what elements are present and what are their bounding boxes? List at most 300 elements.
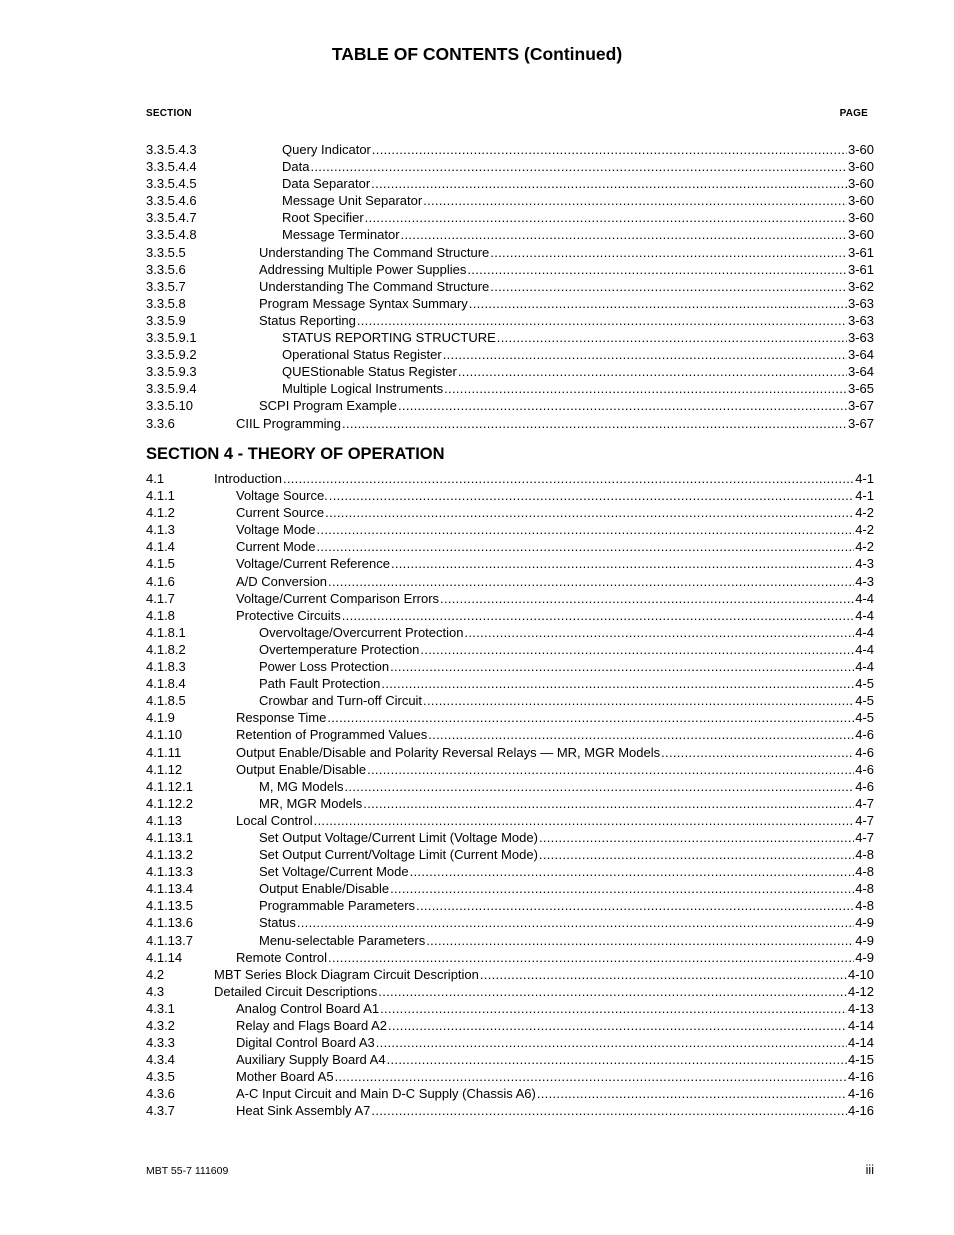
toc-entry-text — [282, 141, 874, 158]
toc-entry-text — [236, 1017, 874, 1034]
toc-entry-number: 4.3.5 — [146, 1069, 175, 1085]
toc-entry-text — [236, 709, 874, 726]
toc-entry[interactable] — [146, 244, 874, 261]
toc-entry-title: Output Enable/Disable — [236, 761, 367, 777]
dot-leader — [342, 415, 847, 432]
toc-entry[interactable] — [146, 1000, 874, 1017]
toc-entry-number: 4.1.10 — [146, 727, 183, 743]
toc-entry-number: 3.3.5.4.3 — [146, 142, 197, 157]
dot-leader — [398, 397, 847, 414]
dot-leader — [363, 795, 854, 812]
toc-entry[interactable] — [146, 778, 874, 795]
toc-entry[interactable] — [146, 1034, 874, 1051]
toc-entry-page: 4-4 — [855, 641, 874, 657]
toc-entry-page: 3-61 — [847, 261, 874, 277]
toc-entry-page: 4-6 — [855, 744, 874, 760]
toc-entry-text — [236, 1034, 874, 1051]
toc-entry[interactable] — [146, 846, 874, 863]
dot-leader — [380, 1000, 847, 1017]
toc-entry-number: 3.3.5.10 — [146, 398, 193, 414]
toc-list-section-4 — [146, 470, 874, 1120]
dot-leader — [420, 641, 854, 658]
toc-entry[interactable] — [146, 226, 874, 243]
dot-leader — [390, 880, 854, 897]
toc-entry[interactable] — [146, 380, 874, 397]
toc-entry-title: Voltage Source. — [236, 488, 328, 504]
toc-entry[interactable] — [146, 363, 874, 380]
dot-leader — [428, 726, 854, 743]
toc-entry-text — [214, 966, 874, 983]
toc-entry-number: 3.3.5.4.6 — [146, 193, 197, 209]
toc-entry-page: 4-9 — [855, 949, 874, 965]
toc-entry-page: 4-9 — [855, 932, 874, 948]
toc-entry-number: 3.3.5.9.3 — [146, 364, 197, 380]
toc-entry[interactable] — [146, 175, 874, 192]
dot-leader — [390, 658, 854, 675]
toc-entry-text — [236, 949, 874, 966]
toc-entry-number: 4.1.9 — [146, 710, 175, 726]
toc-entry-title: Query Indicator — [282, 142, 371, 157]
toc-entry-number: 4.1.6 — [146, 573, 175, 589]
toc-entry-text — [282, 346, 874, 363]
toc-entry-title: Status Reporting — [259, 312, 356, 328]
toc-entry[interactable] — [146, 709, 874, 726]
toc-entry-title: M, MG Models — [259, 778, 344, 794]
toc-entry-text — [282, 175, 874, 192]
toc-entry[interactable] — [146, 880, 874, 897]
toc-entry[interactable] — [146, 573, 874, 590]
toc-entry[interactable] — [146, 1068, 874, 1085]
toc-entry-title: Program Message Syntax Summary — [259, 295, 468, 311]
toc-entry-page: 4-8 — [855, 898, 874, 914]
toc-entry-number: 3.3.5.9 — [146, 312, 186, 328]
toc-entry-title: Detailed Circuit Descriptions — [214, 983, 378, 999]
toc-entry[interactable] — [146, 1102, 874, 1119]
dot-leader — [328, 573, 854, 590]
toc-entry-text — [236, 607, 874, 624]
toc-entry[interactable] — [146, 397, 874, 414]
toc-entry-number: 4.3.7 — [146, 1103, 175, 1119]
toc-entry-number: 4.1.8.2 — [146, 641, 186, 657]
toc-entry-number: 4.1.13.7 — [146, 932, 193, 948]
toc-entry-text — [259, 795, 874, 812]
toc-entry-text — [236, 1000, 874, 1017]
toc-entry-page: 4-5 — [855, 693, 874, 709]
toc-entry-title: SCPI Program Example — [259, 398, 397, 414]
dot-leader — [367, 761, 854, 778]
toc-entry-text — [259, 397, 874, 414]
toc-entry-page: 4-2 — [855, 505, 874, 521]
toc-entry[interactable] — [146, 761, 874, 778]
toc-entry-title: Heat Sink Assembly A7 — [236, 1103, 371, 1119]
toc-entry-title: Introduction — [214, 471, 282, 486]
toc-entry-number: 4.3.4 — [146, 1052, 175, 1068]
toc-entry[interactable] — [146, 829, 874, 846]
toc-entry-page: 3-64 — [847, 364, 874, 380]
toc-entry[interactable] — [146, 312, 874, 329]
toc-entry[interactable] — [146, 658, 874, 675]
toc-entry-page: 3-63 — [847, 295, 874, 311]
dot-leader — [388, 1017, 847, 1034]
dot-leader — [458, 363, 847, 380]
toc-entry-title: Remote Control — [236, 949, 328, 965]
dot-leader — [416, 897, 854, 914]
toc-entry-title: Multiple Logical Instruments — [282, 381, 444, 397]
dot-leader — [440, 590, 854, 607]
toc-entry-number: 4.1 — [146, 471, 165, 486]
dot-leader — [325, 504, 854, 521]
toc-entry-title: Power Loss Protection — [259, 659, 390, 675]
dot-leader — [387, 1051, 847, 1068]
toc-entry-title: STATUS REPORTING STRUCTURE — [282, 330, 496, 346]
toc-entry[interactable] — [146, 487, 874, 504]
dot-leader — [329, 487, 854, 504]
toc-entry-text — [259, 658, 874, 675]
dot-leader — [490, 278, 847, 295]
dot-leader — [391, 555, 854, 572]
toc-entry-text — [236, 761, 874, 778]
toc-entry-page: 4-2 — [855, 522, 874, 538]
toc-entry-text — [259, 880, 874, 897]
toc-entry[interactable] — [146, 192, 874, 209]
toc-entry[interactable] — [146, 966, 874, 983]
toc-entry-page: 4-6 — [855, 727, 874, 743]
toc-entry-text — [259, 692, 874, 709]
toc-entry[interactable] — [146, 141, 874, 158]
toc-entry-title: Programmable Parameters — [259, 898, 416, 914]
toc-entry-page: 3-60 — [847, 176, 874, 192]
toc-entry[interactable] — [146, 863, 874, 880]
dot-leader — [443, 346, 847, 363]
toc-entry[interactable] — [146, 744, 874, 761]
toc-entry-number: 4.1.12 — [146, 761, 183, 777]
toc-entry-page: 3-67 — [847, 398, 874, 414]
dot-leader — [345, 778, 855, 795]
toc-entry-text — [236, 555, 874, 572]
toc-entry-title: Overtemperature Protection — [259, 641, 420, 657]
toc-entry-title: Message Unit Separator — [282, 193, 423, 209]
toc-entry-number: 4.1.3 — [146, 522, 175, 538]
toc-entry-page: 4-8 — [855, 864, 874, 880]
toc-entry-page: 4-14 — [847, 1035, 874, 1051]
toc-entry-page: 3-61 — [847, 244, 874, 260]
toc-entry-text — [259, 846, 874, 863]
toc-entry-text — [282, 380, 874, 397]
toc-entry-title: Data — [282, 159, 310, 175]
toc-entry[interactable] — [146, 949, 874, 966]
toc-entry[interactable] — [146, 504, 874, 521]
toc-entry-page: 3-60 — [847, 227, 874, 243]
toc-entry[interactable] — [146, 1017, 874, 1034]
dot-leader — [426, 932, 854, 949]
toc-entry-number: 3.3.5.4.5 — [146, 176, 197, 192]
toc-entry-number: 4.1.8.5 — [146, 693, 186, 709]
toc-entry-text — [236, 590, 874, 607]
toc-entry-number: 4.1.13.2 — [146, 847, 193, 863]
toc-entry-title: Overvoltage/Overcurrent Protection — [259, 624, 464, 640]
dot-leader — [661, 744, 854, 761]
page-column-header: PAGE — [839, 108, 868, 119]
toc-entry-text — [259, 778, 874, 795]
toc-entry-page: 4-5 — [855, 710, 874, 726]
dot-leader — [314, 812, 855, 829]
toc-entry-title: QUEStionable Status Register — [282, 364, 457, 380]
toc-entry-number: 4.1.14 — [146, 949, 183, 965]
toc-entry-page: 3-62 — [847, 278, 874, 294]
toc-entry-text — [259, 897, 874, 914]
toc-entry[interactable] — [146, 278, 874, 295]
dot-leader — [310, 158, 847, 175]
toc-entry-text — [236, 1068, 874, 1085]
toc-entry-title: Output Enable/Disable and Polarity Reversal Relays — MR, MGR Models — [236, 744, 661, 760]
toc-entry-title: MR, MGR Models — [259, 795, 363, 811]
dot-leader — [335, 1068, 847, 1085]
toc-entry-page: 4-6 — [855, 778, 874, 794]
toc-entry-title: Crowbar and Turn-off Circuit — [259, 693, 423, 709]
dot-leader — [376, 1034, 847, 1051]
toc-entry-page: 4-7 — [855, 795, 874, 811]
toc-entry[interactable] — [146, 346, 874, 363]
section-4-heading: SECTION 4 - THEORY OF OPERATION — [146, 445, 445, 463]
document-id: MBT 55-7 111609 — [146, 1165, 229, 1177]
toc-entry-title: Mother Board A5 — [236, 1069, 334, 1085]
toc-entry-title: Local Control — [236, 812, 313, 828]
toc-entry[interactable] — [146, 932, 874, 949]
toc-entry[interactable] — [146, 983, 874, 1000]
toc-entry[interactable] — [146, 538, 874, 555]
toc-entry-title: Response Time — [236, 710, 327, 726]
toc-entry-number: 4.1.13.6 — [146, 915, 193, 931]
toc-entry[interactable] — [146, 607, 874, 624]
toc-entry-page: 4-15 — [847, 1052, 874, 1068]
dot-leader — [539, 846, 854, 863]
dot-leader — [283, 470, 854, 487]
toc-entry-page: 4-4 — [855, 624, 874, 640]
dot-leader — [490, 244, 847, 261]
toc-entry-number: 4.3 — [146, 983, 165, 999]
toc-entry-text — [282, 329, 874, 346]
toc-entry-page: 4-2 — [855, 539, 874, 555]
toc-entry-title: Voltage Mode — [236, 522, 316, 538]
toc-entry-page: 4-13 — [847, 1000, 874, 1016]
toc-entry[interactable] — [146, 329, 874, 346]
toc-entry-title: Set Output Voltage/Current Limit (Voltage Mode) — [259, 829, 538, 845]
toc-entry-text — [259, 914, 874, 931]
toc-entry-text — [259, 312, 874, 329]
toc-entry-page: 4-16 — [847, 1086, 874, 1102]
toc-entry[interactable] — [146, 692, 874, 709]
toc-entry-title: Addressing Multiple Power Supplies — [259, 261, 467, 277]
toc-entry[interactable] — [146, 415, 874, 432]
toc-entry-text — [236, 504, 874, 521]
toc-entry-number: 4.1.8.3 — [146, 659, 186, 675]
toc-entry-text — [259, 641, 874, 658]
toc-entry-title: Voltage/Current Reference — [236, 556, 390, 572]
toc-entry[interactable] — [146, 675, 874, 692]
dot-leader — [371, 1102, 847, 1119]
toc-entry-title: Path Fault Protection — [259, 676, 381, 692]
toc-entry-page: 3-60 — [847, 142, 874, 157]
toc-entry-text — [236, 1085, 874, 1102]
toc-entry-page: 4-16 — [847, 1103, 874, 1119]
toc-entry-page: 4-5 — [855, 676, 874, 692]
toc-entry-text — [236, 521, 874, 538]
toc-entry-number: 4.1.2 — [146, 505, 175, 521]
toc-entry-page: 3-60 — [847, 159, 874, 175]
toc-entry[interactable] — [146, 590, 874, 607]
toc-entry-text — [259, 624, 874, 641]
toc-entry[interactable] — [146, 624, 874, 641]
dot-leader — [444, 380, 847, 397]
toc-entry-text — [282, 192, 874, 209]
toc-entry-title: Auxiliary Supply Board A4 — [236, 1052, 386, 1068]
toc-entry-number: 3.3.5.9.2 — [146, 347, 197, 363]
toc-entry[interactable] — [146, 1085, 874, 1102]
toc-entry-page: 3-63 — [847, 312, 874, 328]
toc-entry-page: 4-1 — [855, 488, 874, 504]
toc-entry[interactable] — [146, 209, 874, 226]
toc-entry-page: 4-10 — [847, 966, 874, 982]
toc-entry-text — [236, 573, 874, 590]
dot-leader — [467, 261, 847, 278]
toc-entry-number: 4.1.5 — [146, 556, 175, 572]
toc-entry-number: 4.1.13.1 — [146, 829, 193, 845]
toc-entry-text — [282, 158, 874, 175]
dot-leader — [410, 863, 855, 880]
dot-leader — [316, 538, 854, 555]
toc-entry-text — [236, 726, 874, 743]
toc-entry-page: 4-4 — [855, 607, 874, 623]
toc-entry-number: 3.3.5.4.8 — [146, 227, 197, 243]
dot-leader — [480, 966, 847, 983]
dot-leader — [423, 192, 847, 209]
toc-entry-title: Output Enable/Disable — [259, 881, 390, 897]
toc-entry[interactable] — [146, 1051, 874, 1068]
toc-entry-page: 3-60 — [847, 210, 874, 226]
toc-entry-text — [259, 675, 874, 692]
toc-entry-number: 4.1.8.1 — [146, 624, 186, 640]
toc-entry-title: MBT Series Block Diagram Circuit Description — [214, 966, 479, 982]
toc-entry[interactable] — [146, 795, 874, 812]
toc-entry[interactable] — [146, 521, 874, 538]
dot-leader — [537, 1085, 847, 1102]
toc-entry-text — [236, 487, 874, 504]
toc-entry-page: 4-8 — [855, 847, 874, 863]
toc-entry-text — [236, 744, 874, 761]
dot-leader — [328, 949, 854, 966]
toc-entry[interactable] — [146, 261, 874, 278]
dot-leader — [464, 624, 854, 641]
toc-entry[interactable] — [146, 470, 874, 487]
toc-entry[interactable] — [146, 641, 874, 658]
toc-entry-text — [214, 983, 874, 1000]
toc-entry-title: Message Terminator — [282, 227, 400, 243]
toc-entry-page: 4-9 — [855, 915, 874, 931]
toc-entry-title: Current Mode — [236, 539, 316, 555]
toc-entry-page: 4-7 — [855, 829, 874, 845]
dot-leader — [401, 226, 847, 243]
toc-entry-page: 4-1 — [855, 471, 874, 486]
toc-entry-number: 4.1.12.1 — [146, 778, 193, 794]
section-column-header: SECTION — [146, 108, 192, 119]
toc-entry-title: Root Specifier — [282, 210, 364, 226]
dot-leader — [317, 521, 855, 538]
toc-entry[interactable] — [146, 295, 874, 312]
toc-entry-page: 4-3 — [855, 573, 874, 589]
toc-entry-text — [282, 226, 874, 243]
toc-entry-number: 4.1.8 — [146, 607, 175, 623]
toc-entry-number: 4.3.6 — [146, 1086, 175, 1102]
dot-leader — [371, 175, 847, 192]
dot-leader — [469, 295, 847, 312]
page-title: TABLE OF CONTENTS (Continued) — [331, 44, 623, 64]
toc-entry[interactable] — [146, 158, 874, 175]
toc-entry-page: 4-12 — [847, 983, 874, 999]
toc-entry-page: 4-8 — [855, 881, 874, 897]
toc-entry-number: 4.3.1 — [146, 1000, 175, 1016]
toc-entry-number: 4.1.13.5 — [146, 898, 193, 914]
toc-entry-text — [236, 1051, 874, 1068]
toc-entry-number: 3.3.5.9.1 — [146, 330, 197, 346]
toc-entry-title: A-C Input Circuit and Main D-C Supply (Chassis A6) — [236, 1086, 536, 1102]
toc-list-section-3 — [146, 141, 874, 432]
toc-entry-title: Relay and Flags Board A2 — [236, 1018, 388, 1033]
toc-entry-number: 3.3.5.9.4 — [146, 381, 197, 397]
toc-entry-text — [236, 538, 874, 555]
toc-entry-text — [259, 932, 874, 949]
toc-entry-text — [259, 863, 874, 880]
dot-leader — [497, 329, 847, 346]
toc-entry-page: 4-7 — [855, 812, 874, 828]
toc-entry[interactable] — [146, 897, 874, 914]
toc-entry-number: 4.1.11 — [146, 744, 182, 760]
toc-entry[interactable] — [146, 726, 874, 743]
toc-entry-text — [259, 261, 874, 278]
dot-leader — [342, 607, 854, 624]
toc-entry-title: Data Separator — [282, 176, 371, 192]
toc-entry-number: 3.3.5.7 — [146, 278, 186, 294]
dot-leader — [372, 141, 847, 158]
toc-entry[interactable] — [146, 555, 874, 572]
toc-entry-page: 3-60 — [847, 193, 874, 209]
toc-entry-page: 3-63 — [847, 330, 874, 346]
toc-entry-title: CIIL Programming — [236, 415, 341, 431]
toc-entry[interactable] — [146, 812, 874, 829]
toc-entry-number: 3.3.5.6 — [146, 261, 186, 277]
toc-entry-text — [259, 244, 874, 261]
toc-entry-text — [259, 829, 874, 846]
toc-entry-page: 3-67 — [847, 415, 874, 431]
toc-entry-text — [259, 295, 874, 312]
toc-entry-number: 3.3.6 — [146, 415, 175, 431]
toc-entry-number: 4.2 — [146, 966, 165, 982]
toc-entry-page: 4-14 — [847, 1018, 874, 1033]
toc-entry-text — [236, 1102, 874, 1119]
toc-entry-text — [259, 278, 874, 295]
toc-entry-title: A/D Conversion — [236, 573, 328, 589]
toc-entry-text — [282, 209, 874, 226]
toc-entry-page: 4-3 — [855, 556, 874, 572]
toc-entry-title: Understanding The Command Structure — [259, 278, 490, 294]
toc-entry-text — [236, 812, 874, 829]
toc-entry-number: 4.1.8.4 — [146, 676, 186, 692]
toc-entry-page: 3-65 — [847, 381, 874, 397]
toc-entry[interactable] — [146, 914, 874, 931]
toc-entry-number: 4.3.2 — [146, 1018, 175, 1033]
toc-entry-page: 4-4 — [855, 590, 874, 606]
dot-leader — [378, 983, 847, 1000]
toc-entry-text — [236, 415, 874, 432]
